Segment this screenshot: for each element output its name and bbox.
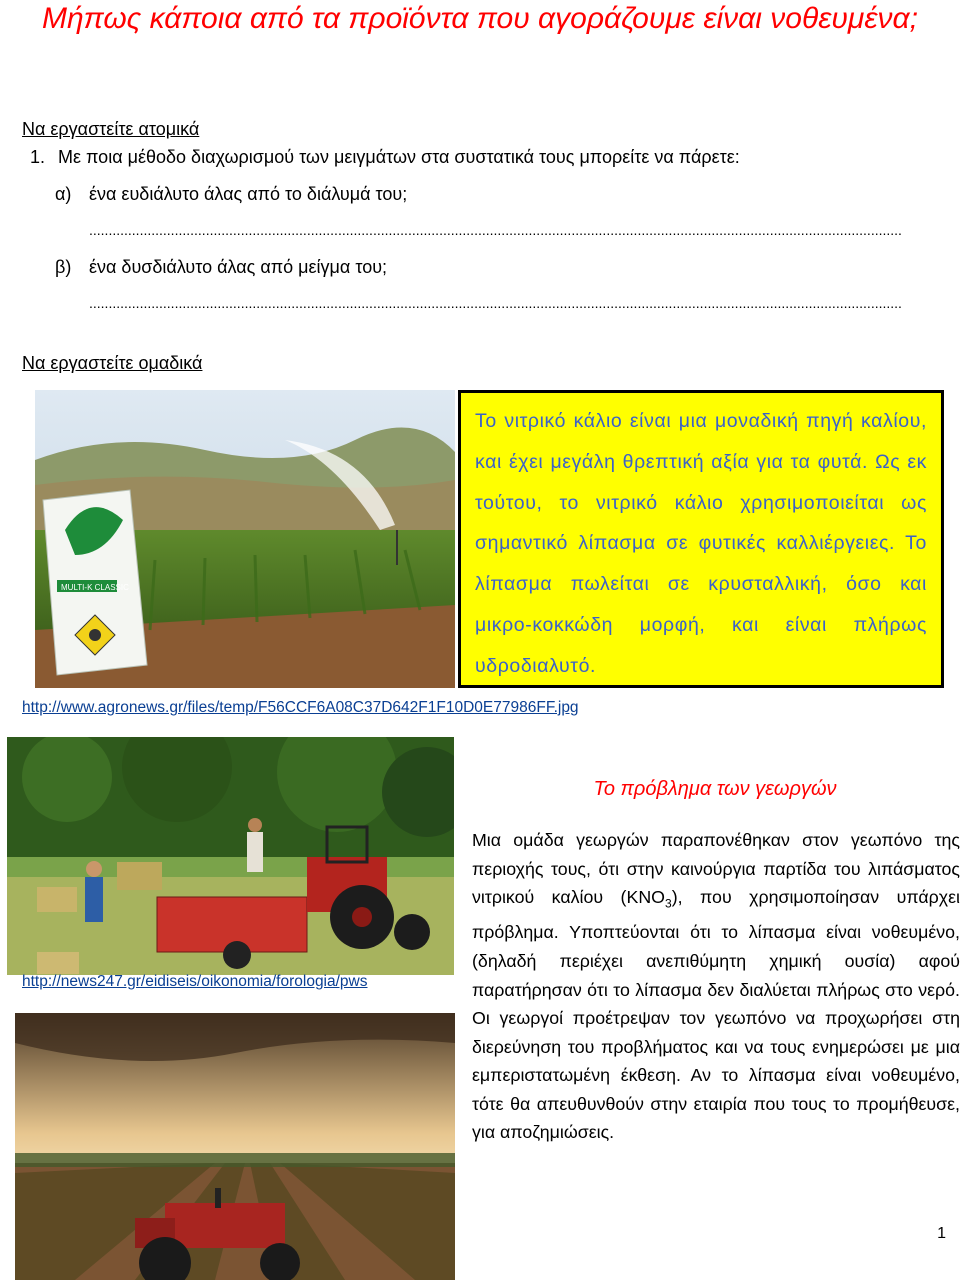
- option-b-label: β): [55, 257, 72, 277]
- problem-text: [472, 826, 960, 1147]
- chemical-formula-subscript: 3: [665, 896, 672, 911]
- option-b-text: ένα δυσδιάλυτο άλας από μείγμα του;: [89, 257, 388, 277]
- problem-text-part2: ), που χρησιμοποίησαν υπάρχει πρόβλημα. Υποπτεύονται ότι το λίπασμα είναι νοθευμένο, (δηλαδή περιέχει ανεπιθύμητη χημική ουσία) αφού παρατήρησαν ότι το λίπασμα δεν διαλύεται πλήρως στο νερό. Οι γεωργοί προέτρεψαν τον γεωπόνο να προχωρήσει στη διερεύνηση του προβλήματος και να τους ενημερώσει με μια εμπεριστατωμένη έκθεση. Αν το λίπασμα είναι νοθευμένο, τότε θα απευθυνθούν στην εταιρία που τους το προμήθευσε, για αποζημιώσεις.: [472, 887, 960, 1143]
- fertilizer-field-image: [35, 390, 455, 688]
- fertilizer-bag: [43, 490, 147, 675]
- problem-title: Το πρόβλημα των γεωργών: [593, 778, 837, 800]
- page-number: 1: [937, 1225, 946, 1242]
- potassium-nitrate-info-box: [458, 390, 944, 688]
- page-title: Μήπως κάποια από τα προϊόντα που αγοράζουμε είναι νοθευμένα;: [42, 2, 918, 35]
- question-text: Με ποια μέθοδο διαχωρισμού των μειγμάτων στα συστατικά τους μπορείτε να πάρετε:: [58, 147, 740, 167]
- chemical-formula: [626, 887, 672, 911]
- chemical-formula-base: KNO: [626, 887, 666, 908]
- farmers-tractor-image: [7, 737, 454, 975]
- answer-line-a[interactable]: .................................................................................................................................................................................................................: [89, 222, 902, 238]
- option-a-text: ένα ευδιάλυτο άλας από το διάλυμά του;: [89, 184, 408, 204]
- image-source-link-1[interactable]: http://www.agronews.gr/files/temp/F56CCF6A08C37D642F1F10D0E77986FF.jpg: [22, 699, 579, 716]
- group-heading: Να εργαστείτε ομαδικά: [22, 353, 203, 373]
- problem-text-part1: Μια ομάδα γεωργών παραπονέθηκαν στον γεωπόνο της περιοχής τους, ότι στην καινούργια παρτίδα του λιπάσματος νιτρικού καλίου (: [472, 830, 960, 908]
- question-number: 1.: [30, 147, 46, 167]
- answer-line-b[interactable]: .................................................................................................................................................................................................................: [89, 295, 902, 311]
- image-source-link-2[interactable]: http://news247.gr/eidiseis/oikonomia/forologia/pws: [22, 973, 368, 990]
- individual-heading: Να εργαστείτε ατομικά: [22, 119, 200, 139]
- option-a-label: α): [55, 184, 72, 204]
- fertilizer-bag-label: MULTI-K CLASSIC: [61, 583, 129, 592]
- vineyard-tractor-image: [15, 1013, 455, 1280]
- info-box-text: Το νιτρικό κάλιο είναι μια μοναδική πηγή καλίου, και έχει μεγάλη θρεπτική αξία για τα φυτά. Ως εκ τούτου, το νιτρικό κάλιο χρησιμοποιείται ως σημαντικό λίπασμα σε φυτικές καλλιέργειες. Το λίπασμα πωλείται σε κρυσταλλική, όσο και μικρο-κοκκώδη μορφή, και είναι πλήρως υδροδιαλυτό.: [475, 410, 927, 677]
